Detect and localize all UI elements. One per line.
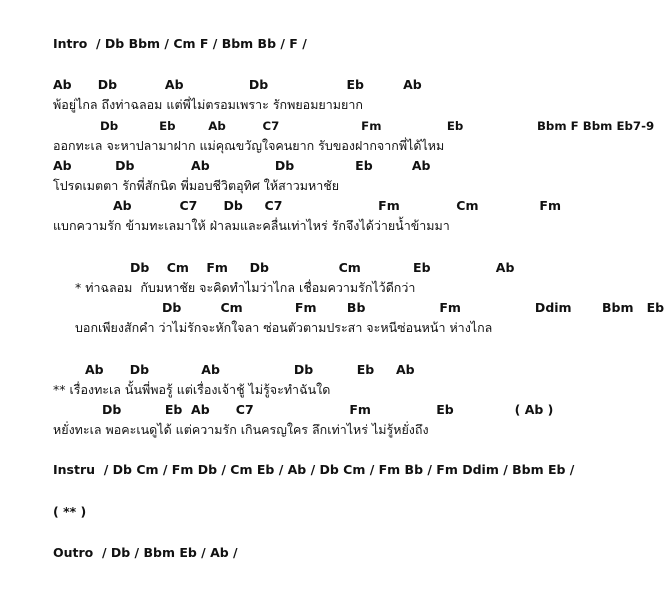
- verse1-chord-line-1: Ab Db Ab Db Eb Ab: [53, 77, 422, 92]
- bridge-chord-line-2: Db Eb Ab C7 Fm Eb ( Ab ): [102, 402, 554, 417]
- bridge-chord-line-1: Ab Db Ab Db Eb Ab: [85, 362, 415, 377]
- outro-line: Outro / Db / Bbm Eb / Ab /: [53, 545, 238, 560]
- verse1-chord-line-2: Db Eb Ab C7 Fm Eb Bbm F Bbm Eb7-9: [100, 119, 655, 133]
- chorus-chord-line-2: Db Cm Fm Bb Fm Ddim Bbm Eb: [162, 300, 665, 315]
- chorus-lyric-line-2: บอกเพียงสักคำ ว่าไม่รักจะหักใจลา ซ่อนตัวตามประสา จะหนีซ่อนหน้า ห่างไกล: [75, 320, 493, 335]
- verse1-chord-line-3: Ab Db Ab Db Eb Ab: [53, 158, 431, 173]
- chorus-lyric-line-1: * ท่าฉลอม กับมหาชัย จะคิดทำไมว่าไกล เชื่อมความรักไว้ดีกว่า: [75, 280, 416, 295]
- intro-line: Intro / Db Bbm / Cm F / Bbm Bb / F /: [53, 36, 307, 51]
- verse1-lyric-line-1: พ้อยู่ไกล ถึงท่าฉลอม แต่พี่ไม่ตรอมเพราะ รักพยอมยามยาก: [53, 97, 363, 112]
- bridge-lyric-line-2: หยั่งทะเล พอคะเนดูได้ แต่ความรัก เกินครญใคร ลึกเท่าไหร่ ไม่รู้หยั่งถึง: [53, 422, 429, 437]
- verse1-chord-line-4: Ab C7 Db C7 Fm Cm Fm: [113, 198, 561, 213]
- chorus-chord-line-1: Db Cm Fm Db Cm Eb Ab: [130, 260, 515, 275]
- bridge-lyric-line-1: ** เรื่องทะเล นั้นพี่พอรู้ แต่เรื่องเจ้าชู้ ไม่รู้จะทำฉันใด: [53, 382, 331, 397]
- verse1-lyric-line-3: โปรดเมตตา รักพี่สักนิด พี่มอบชีวิตอุทิศ ให้สาวมหาชัย: [53, 178, 340, 193]
- instrumental-line: Instru / Db Cm / Fm Db / Cm Eb / Ab / Db Cm / Fm Bb / Fm Ddim / Bbm Eb /: [53, 462, 575, 477]
- verse1-lyric-line-2: ออกทะเล จะหาปลามาฝาก แม่คุณขวัญใจคนยาก รับของฝากจากพี่ได้ไหม: [53, 138, 445, 153]
- verse1-lyric-line-4: แบกความรัก ข้ามทะเลมาให้ ฝ่าลมและคลื่นเท่าไหร่ รักจึงได้ว่ายน้ำข้ามมา: [53, 218, 450, 233]
- repeat-marker: ( ** ): [53, 504, 87, 519]
